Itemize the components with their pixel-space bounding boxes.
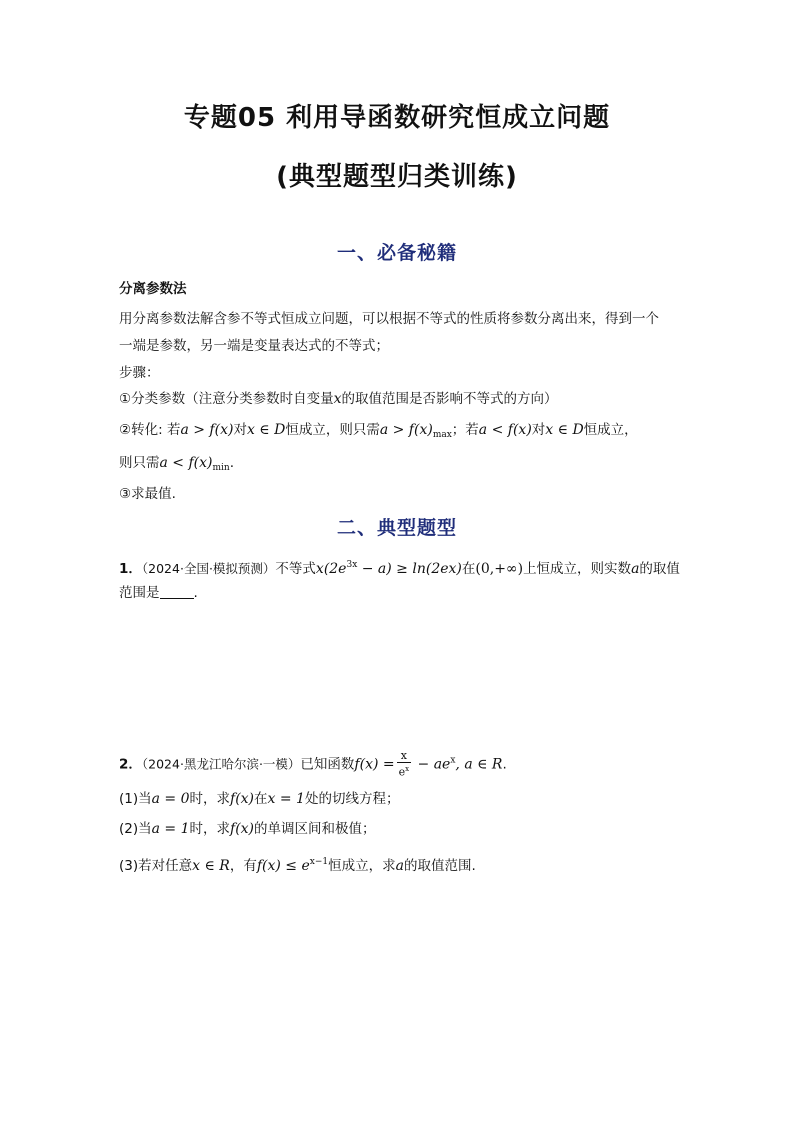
q2-p1-expr: a = 0 bbox=[151, 791, 190, 807]
q2-fraction bbox=[397, 750, 411, 779]
q1-expr-superscript: 3x bbox=[346, 560, 358, 570]
q2-source: （2024·黑龙江哈尔滨·一模） bbox=[141, 756, 301, 772]
question-2-part-3 bbox=[119, 853, 476, 875]
q2-p1-b: 时，求 bbox=[189, 791, 231, 807]
q2-p3-variable: a bbox=[395, 858, 404, 874]
step-1 bbox=[119, 390, 558, 408]
question-1-line-2 bbox=[119, 584, 198, 602]
step2-text-d: ；若 bbox=[451, 422, 479, 438]
step2-text-c: 恒成立，则只需 bbox=[285, 422, 380, 438]
intro-line-1: 用分离参数法解含参不等式恒成立问题，可以根据不等式的性质将参数分离出来，得到一个 bbox=[119, 311, 659, 327]
question-1-line-1 bbox=[119, 556, 680, 578]
step1-text-a: ①分类参数（注意分类参数时自变量 bbox=[119, 391, 334, 407]
step1-variable: x bbox=[333, 391, 342, 407]
q2-p2-a: (2)当 bbox=[119, 821, 152, 837]
step-2-line-1 bbox=[119, 421, 638, 444]
step-3: ③求最值. bbox=[119, 486, 176, 502]
q1-source: （2024·全国·模拟预测） bbox=[141, 561, 276, 576]
step1-text-b: 的取值范围是否影响不等式的方向） bbox=[341, 391, 558, 407]
step2-expr-4: a < f(x) bbox=[478, 422, 532, 438]
document-title-line2: (典型题型归类训练) bbox=[276, 162, 518, 192]
q2-p2-function: f(x) bbox=[230, 821, 255, 837]
q2-number: 2． bbox=[119, 756, 142, 773]
q2-p3-b: ，有 bbox=[229, 858, 257, 874]
q1-number: 1． bbox=[119, 561, 142, 577]
step2-text-b: 对 bbox=[233, 422, 247, 438]
step2-expr-6: a < f(x) bbox=[159, 455, 213, 471]
step2-text-a: ②转化: 若 bbox=[119, 422, 181, 438]
section-heading-typical-problems: 二、典型题型 bbox=[336, 517, 457, 539]
q1-expr-a: x(2e bbox=[315, 561, 347, 577]
q1-answer-blank[interactable] bbox=[160, 586, 194, 599]
step2-text-e: 对 bbox=[531, 422, 546, 438]
step2-expr-5: x ∈ D bbox=[545, 422, 584, 438]
subheading-parameter-separation: 分离参数法 bbox=[119, 281, 187, 297]
step2-expr-1: a > f(x) bbox=[180, 422, 234, 438]
q2-function-rest-a: − ae bbox=[413, 756, 451, 773]
q2-p3-function: f(x) ≤ e bbox=[256, 858, 310, 874]
steps-label: 步骤： bbox=[119, 365, 160, 381]
q1-line2-text: 范围是 bbox=[119, 585, 160, 601]
q2-p3-superscript: x−1 bbox=[309, 857, 329, 867]
step2-text-f: 恒成立， bbox=[583, 422, 638, 438]
step2-line2-end: . bbox=[229, 455, 234, 471]
q2-p3-expr: x ∈ R bbox=[192, 858, 230, 874]
q1-line2-end: . bbox=[193, 585, 198, 601]
q2-function-rest-sup: x bbox=[450, 755, 456, 766]
q2-p2-b: 时，求 bbox=[189, 821, 231, 837]
q2-p1-c: 在 bbox=[254, 791, 268, 807]
q1-text-d: 的取值 bbox=[639, 561, 680, 577]
q1-expr-b: − a) ≥ ln(2ex) bbox=[357, 561, 462, 577]
step2-line2-text: 则只需 bbox=[119, 455, 160, 471]
question-2-stem bbox=[119, 750, 507, 779]
q2-p3-c: 恒成立，求 bbox=[328, 858, 396, 874]
intro-line-2: 一端是参数，另一端是变量表达式的不等式； bbox=[119, 338, 389, 354]
q2-fraction-den-base: e bbox=[398, 765, 406, 779]
q2-p2-c: 的单调区间和极值； bbox=[254, 821, 376, 837]
step2-subscript-min: min bbox=[212, 463, 230, 473]
q2-p1-d: 处的切线方程； bbox=[304, 791, 400, 807]
q2-fraction-denominator bbox=[397, 763, 411, 779]
step2-subscript-max: max bbox=[432, 430, 452, 440]
q1-text-a: 不等式 bbox=[275, 561, 316, 577]
q2-p1-function: f(x) bbox=[230, 791, 255, 807]
q1-text-c: 上恒成立，则实数 bbox=[523, 561, 632, 577]
step-2-line-2 bbox=[119, 454, 234, 477]
question-2-part-1 bbox=[119, 790, 399, 808]
q2-p1-a: (1)当 bbox=[119, 791, 152, 807]
q1-interval: (0,+∞) bbox=[475, 561, 524, 577]
step2-expr-2: x ∈ D bbox=[246, 422, 286, 438]
q2-p3-d: 的取值范围. bbox=[403, 858, 476, 874]
section-heading-essentials: 一、必备秘籍 bbox=[336, 242, 457, 264]
q2-fraction-numerator: x bbox=[397, 750, 411, 763]
q1-variable: a bbox=[631, 561, 640, 577]
q2-p2-expr: a = 1 bbox=[151, 821, 190, 837]
q2-fraction-den-sup: x bbox=[405, 765, 410, 773]
q2-function-lhs: f(x) = bbox=[354, 756, 395, 773]
q2-p1-x: x = 1 bbox=[267, 791, 305, 807]
q1-text-b: 在 bbox=[461, 561, 476, 577]
q2-p3-a: (3)若对任意 bbox=[119, 858, 193, 874]
document-title-line1: 专题05 利用导函数研究恒成立问题 bbox=[183, 103, 611, 133]
question-2-part-2 bbox=[119, 820, 376, 838]
q2-text-end: . bbox=[502, 756, 507, 773]
q2-function-rest-b: , a ∈ R bbox=[455, 756, 503, 773]
q2-text-a: 已知函数 bbox=[300, 756, 355, 773]
step2-expr-3: a > f(x) bbox=[379, 422, 433, 438]
